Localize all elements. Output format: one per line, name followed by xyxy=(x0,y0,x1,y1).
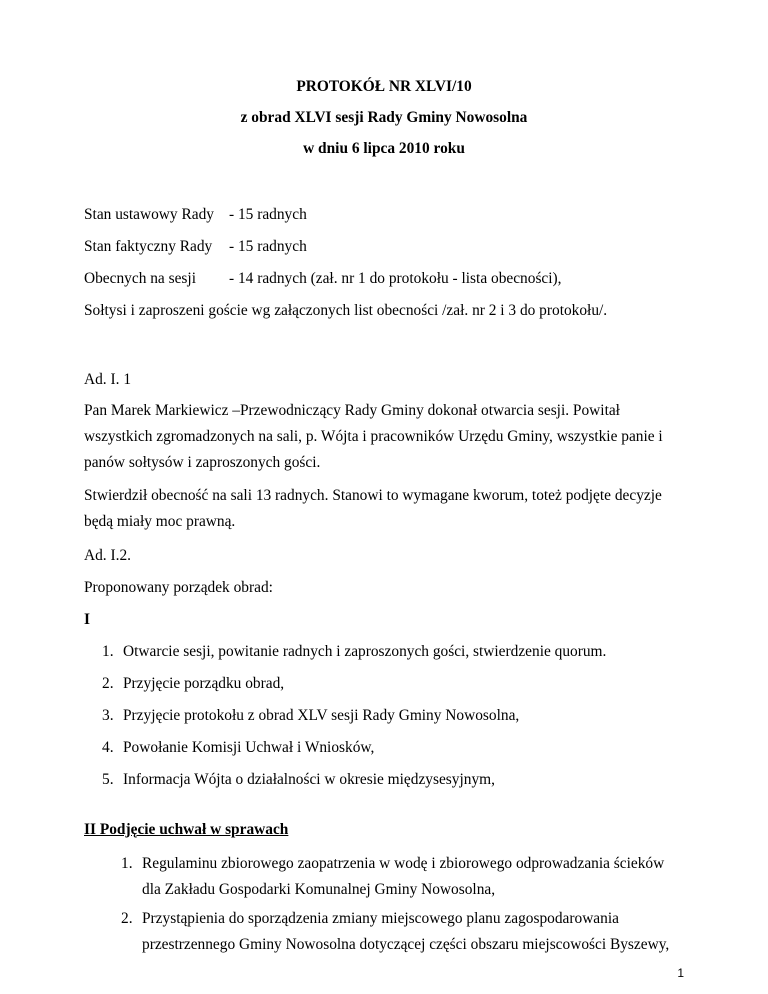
stat-value-present: - 14 radnych (zał. nr 1 do protokołu - lista obecności), xyxy=(229,270,562,287)
section-heading-i2: Ad. I.2. xyxy=(84,547,132,564)
list-item: Powołanie Komisji Uchwał i Wniosków, xyxy=(123,739,375,756)
agenda-part-label: I xyxy=(84,611,90,628)
stat-value-actual: - 15 radnych xyxy=(229,238,307,255)
document-subtitle: z obrad XLVI sesji Rady Gminy Nowosolna xyxy=(240,109,528,126)
paragraph-line: Stwierdził obecność na sali 13 radnych. Stanowi to wymagane kworum, toteż podjęte decyzje xyxy=(84,487,662,504)
agenda-intro: Proponowany porządek obrad: xyxy=(84,579,273,596)
document-title: PROTOKÓŁ NR XLVI/10 xyxy=(296,78,472,95)
list-item-number: 5. xyxy=(102,771,114,788)
list-item-line: Przystąpienia do sporządzenia zmiany miejscowego planu zagospodarowania xyxy=(142,910,619,927)
list-item-number: 1. xyxy=(102,643,114,660)
paragraph-line: Pan Marek Markiewicz –Przewodniczący Rady Gminy dokonał otwarcia sesji. Powitał xyxy=(84,402,620,419)
stat-label-actual: Stan faktyczny Rady xyxy=(84,238,213,255)
paragraph-line: wszystkich zgromadzonych na sali, p. Wójta i pracowników Urzędu Gminy, wszystkie panie i xyxy=(84,428,663,445)
stat-value-statutory: - 15 radnych xyxy=(229,206,307,223)
list-item: Informacja Wójta o działalności w okresie międzysesyjnym, xyxy=(123,771,495,788)
list-item: Otwarcie sesji, powitanie radnych i zaproszonych gości, stwierdzenie quorum. xyxy=(123,643,607,660)
stat-label-statutory: Stan ustawowy Rady xyxy=(84,206,214,223)
list-item-line: przestrzennego Gminy Nowosolna dotyczącej części obszaru miejscowości Byszewy, xyxy=(142,936,670,953)
section-heading-i1: Ad. I. 1 xyxy=(84,371,132,388)
list-item: Przyjęcie protokołu z obrad XLV sesji Rady Gminy Nowosolna, xyxy=(123,707,520,724)
list-item-number: 2. xyxy=(102,675,114,692)
paragraph-line: będą miały moc prawną. xyxy=(84,513,236,530)
list-item-line: dla Zakładu Gospodarki Komunalnej Gminy Nowosolna, xyxy=(142,881,496,898)
list-item: Przyjęcie porządku obrad, xyxy=(123,675,285,692)
list-item-line: Regulaminu zbiorowego zaopatrzenia w wodę i zbiorowego odprowadzania ścieków xyxy=(142,855,665,872)
list-item-number: 3. xyxy=(102,707,114,724)
stat-label-present: Obecnych na sesji xyxy=(84,270,196,287)
document-date: w dniu 6 lipca 2010 roku xyxy=(303,140,465,157)
list-item-number: 2. xyxy=(121,910,133,927)
paragraph-line: panów sołtysów i zaproszonych gości. xyxy=(84,454,321,471)
list-item-number: 4. xyxy=(102,739,114,756)
guests-line: Sołtysi i zaproszeni goście wg załączonych list obecności /zał. nr 2 i 3 do protokołu/. xyxy=(84,302,608,319)
page-number: 1 xyxy=(677,966,684,980)
section-heading-ii: II Podjęcie uchwał w sprawach xyxy=(84,821,289,838)
list-item-number: 1. xyxy=(121,855,133,872)
